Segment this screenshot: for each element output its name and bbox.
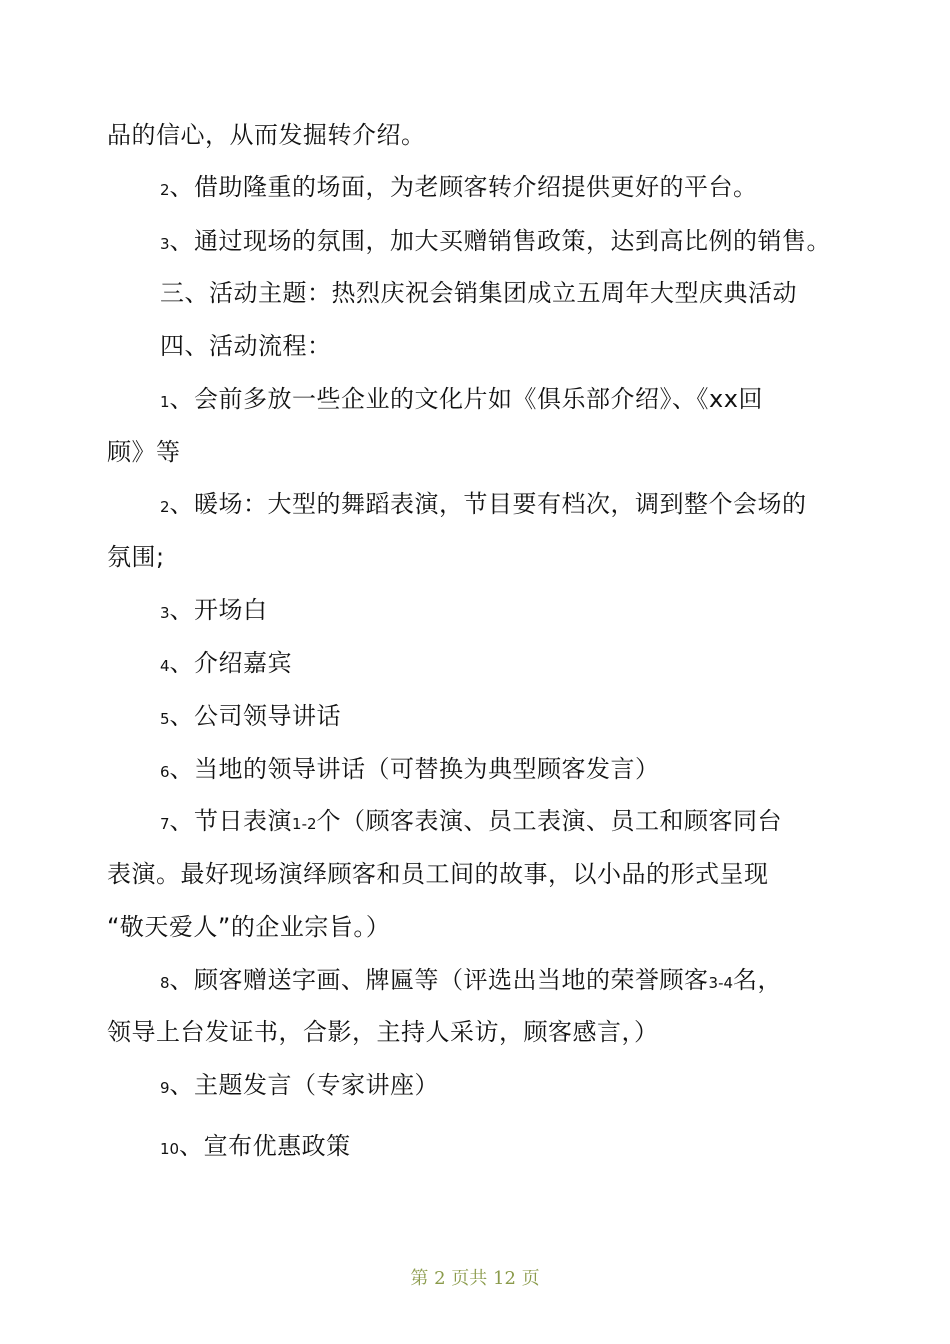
item-number: 2 [160, 498, 170, 516]
item-text: 、顾客赠送字画、牌匾等（评选出当地的荣誉顾客 [169, 966, 709, 994]
item-text: 、宣布优惠政策 [179, 1132, 351, 1160]
text-line [107, 912, 390, 942]
heading-text: 三、活动主题：热烈庆祝会销集团成立五周年大型庆典活动 [160, 279, 797, 307]
text-line [107, 120, 426, 150]
heading-text: 四、活动流程： [160, 332, 332, 360]
item-text: 、公司领导讲话 [169, 702, 342, 730]
list-item [160, 754, 660, 787]
item-text: 、当地的领导讲话（可替换为典型顾客发言） [169, 755, 660, 783]
line-text: 品的信心，从而发掘转介绍。 [107, 121, 426, 149]
item-text: 、通过现场的氛围，加大买赠销售政策，达到高比例的销售。 [169, 227, 832, 255]
item-text: 、暖场：大型的舞蹈表演，节目要有档次，调到整个会场的 [169, 490, 807, 518]
line-text: 领导上台发证书，合影，主持人采访，顾客感言，） [107, 1018, 659, 1046]
item-number: 1 [160, 393, 170, 411]
list-item [160, 1131, 351, 1164]
inline-number: 1-2 [292, 815, 317, 833]
item-text-continued: 名， [733, 966, 783, 994]
item-number: 8 [160, 974, 170, 992]
list-item [160, 701, 341, 734]
item-number: 10 [160, 1140, 180, 1158]
page-number-text: 第 2 页共 12 页 [410, 1268, 540, 1289]
page-footer [0, 1264, 950, 1290]
item-text: 、介绍嘉宾 [169, 649, 293, 677]
item-number: 9 [160, 1079, 170, 1097]
list-item [160, 384, 763, 417]
item-text: 、节日表演 [169, 807, 293, 835]
list-item [160, 806, 782, 839]
item-number: 3 [160, 604, 170, 622]
list-item [160, 1070, 439, 1103]
list-item [160, 965, 782, 998]
section-heading [160, 278, 797, 308]
line-text: 氛围; [107, 543, 165, 571]
list-item [160, 489, 807, 522]
item-number: 4 [160, 657, 170, 675]
item-number: 7 [160, 815, 170, 833]
text-line [107, 542, 165, 572]
text-line [107, 1017, 659, 1047]
line-text: “敬天爱人”的企业宗旨。） [107, 913, 391, 941]
line-text: 表演。最好现场演绎顾客和员工间的故事，以小品的形式呈现 [107, 860, 769, 888]
item-number: 2 [160, 181, 170, 199]
text-line [107, 437, 181, 467]
item-text-continued: 个（顾客表演、员工表演、员工和顾客同台 [316, 807, 783, 835]
item-text: 、借助隆重的场面，为老顾客转介绍提供更好的平台。 [169, 173, 758, 201]
item-text: 、开场白 [169, 596, 268, 624]
list-item [160, 172, 758, 205]
item-text: 、主题发言（专家讲座） [169, 1071, 440, 1099]
section-heading [160, 331, 332, 361]
item-text: 、会前多放一些企业的文化片如《俱乐部介绍》、《xx回 [169, 385, 763, 413]
list-item [160, 648, 292, 681]
list-item [160, 226, 831, 259]
text-line [107, 859, 769, 889]
item-number: 3 [160, 235, 170, 253]
item-number: 6 [160, 763, 170, 781]
list-item [160, 595, 268, 628]
line-text: 顾》等 [107, 438, 181, 466]
item-number: 5 [160, 710, 170, 728]
inline-number: 3-4 [708, 974, 734, 992]
